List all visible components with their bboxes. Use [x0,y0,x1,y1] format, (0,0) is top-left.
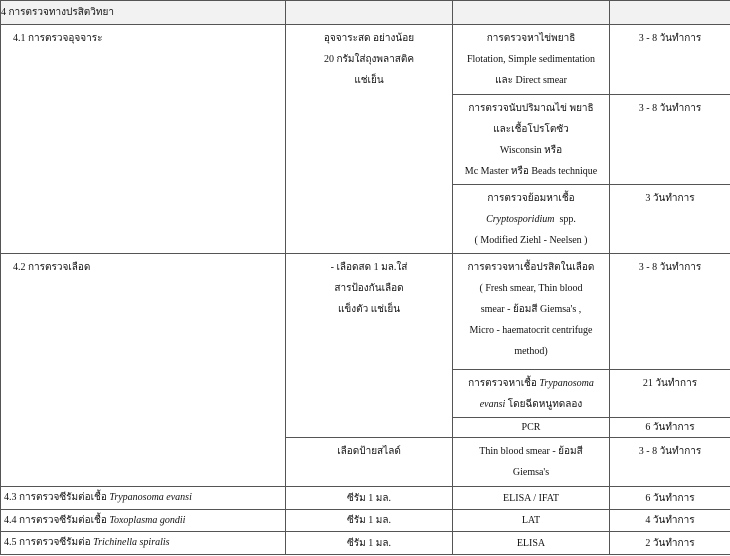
method-cell [453,25,610,95]
method-line: ( Fresh smear, Thin blood [479,283,583,294]
method-line: การตรวจหาไข่พยาธิ [486,33,576,44]
test-group-name [1,487,286,510]
specimen-cell: ซีรัม 1 มล. [286,487,453,510]
turnaround-time: 3 - 8 วันทำการ [610,95,730,185]
turnaround-time: 2 วันทำการ [610,532,730,555]
turnaround-time: 3 วันทำการ [610,185,730,254]
method-line: การตรวจหาเชื้อปรสิตในเลือด [467,262,595,273]
turnaround-time: 21 วันทำการ [610,370,730,418]
specimen-cell: ซีรัม 1 มล. [286,510,453,532]
method-cell: ELISA / IFAT [453,487,610,510]
test-label: 4.4 การตรวจซีรัมต่อเชื้อ [4,514,107,526]
turnaround-time: 6 วันทำการ [610,418,730,438]
method-line: โดยฉีดหนูทดลอง [507,399,583,410]
specimen-line: - เลือดสด 1 มล.ใส่ [330,262,408,273]
specimen-line: 20 กรัมใส่ถุงพลาสติค [323,54,415,65]
organism-name: Trichinella spiralis [93,537,170,548]
specimen-line: อุจจาระสด อย่างน้อย [323,33,415,44]
method-cell: ELISA [453,532,610,555]
method-line: การตรวจหาเชื้อ [468,378,537,389]
method-line: Wisconsin หรือ [499,145,563,156]
method-line: และ Direct smear [495,75,567,86]
table-row [1,25,730,95]
turnaround-time: 3 - 8 วันทำการ [610,438,730,487]
method-line: method) [514,346,548,357]
turnaround-time: 4 วันทำการ [610,510,730,532]
method-cell [453,185,610,254]
section-header-row [1,1,730,25]
specimen-line: แข็งตัว แช่เย็น [337,304,401,315]
method-cell [453,438,610,487]
method-cell: LAT [453,510,610,532]
method-line: smear - ย้อมสี Giemsa's , [480,304,582,315]
method-line: Micro - haematocrit centrifuge [469,325,593,336]
organism-name: Toxoplasma gondii [109,514,186,526]
method-line: ( Modified Ziehl - Neelsen ) [474,235,588,246]
specimen-line: สารป้องกันเลือด [334,283,404,294]
method-line: Thin blood smear - ย้อมสี [479,446,583,457]
specimen-cell: เลือดป้ายสไลด์ [286,438,453,487]
specimen-cell: ซีรัม 1 มล. [286,532,453,555]
method-line: และเชื้อโปรโตซัว [493,124,569,135]
section-title: 4 การตรวจทางปรสิตวิทยา [1,1,286,25]
turnaround-time: 3 - 8 วันทำการ [610,25,730,95]
test-group-name: 4.2 การตรวจเลือด [1,254,286,487]
organism-name: evansi [479,399,506,410]
method-line: การตรวจย้อมหาเชื้อ [487,193,575,204]
method-line: Mc Master หรือ Beads technique [464,166,598,177]
organism-name: Trypanosoma evansi [109,492,192,503]
specimen-cell [286,25,453,254]
test-group-name [1,532,286,555]
table-row [1,487,730,510]
test-label: 4.3 การตรวจซีรัมต่อเชื้อ [4,492,107,503]
test-label: 4.5 การตรวจซีรัมต่อ [4,537,91,548]
method-cell [453,254,610,370]
method-cell: PCR [453,418,610,438]
specimen-line: แช่เย็น [354,75,384,86]
organism-name: Trypanosoma [539,378,594,389]
method-cell [453,95,610,185]
method-line: Giemsa's [512,467,550,478]
test-group-name: 4.1 การตรวจอุจจาระ [1,25,286,254]
test-group-name [1,510,286,532]
method-line: การตรวจนับปริมาณไข่ พยาธิ [468,103,594,114]
method-line: Flotation, Simple sedimentation [466,54,596,65]
organism-name: Cryptosporidium [486,214,555,225]
turnaround-time: 6 วันทำการ [610,487,730,510]
table-row [1,510,730,532]
method-cell [453,370,610,418]
specimen-cell [286,254,453,438]
table-row [1,532,730,555]
method-line: spp. [559,214,576,225]
turnaround-time: 3 - 8 วันทำการ [610,254,730,370]
table-row [1,254,730,370]
